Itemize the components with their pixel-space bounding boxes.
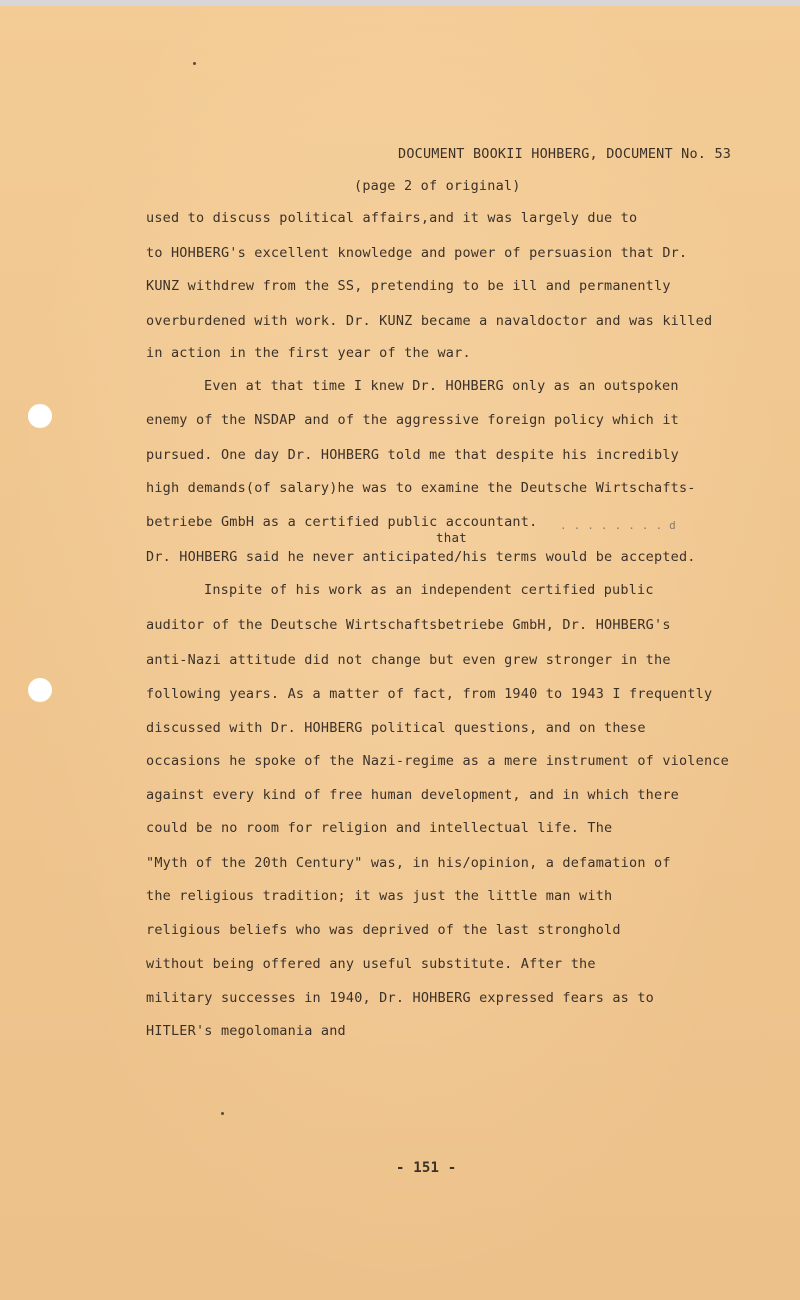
body-line: overburdened with work. Dr. KUNZ became a navaldoctor and was killed	[146, 313, 713, 329]
body-line: auditor of the Deutsche Wirtschaftsbetriebe GmbH, Dr. HOHBERG's	[146, 617, 671, 633]
body-line: occasions he spoke of the Nazi-regime as a mere instrument of violence	[146, 753, 729, 769]
body-line: religious beliefs who was deprived of the last stronghold	[146, 922, 621, 938]
speck	[193, 62, 196, 65]
page-number: - 151 -	[396, 1160, 457, 1176]
body-line: Dr. HOHBERG said he never anticipated/his terms would be accepted.	[146, 549, 696, 565]
body-line: against every kind of free human development, and in which there	[146, 787, 679, 803]
body-line: KUNZ withdrew from the SS, pretending to be ill and permanently	[146, 278, 671, 294]
body-line: Inspite of his work as an independent certified public	[204, 582, 654, 598]
document-reference: DOCUMENT BOOKII HOHBERG, DOCUMENT No. 53	[398, 146, 732, 162]
body-line: discussed with Dr. HOHBERG political questions, and on these	[146, 720, 646, 736]
body-line: used to discuss political affairs,and it was largely due to	[146, 210, 638, 226]
body-line: in action in the first year of the war.	[146, 345, 471, 361]
body-line: pursued. One day Dr. HOHBERG told me that despite his incredibly	[146, 447, 679, 463]
body-line: betriebe GmbH as a certified public accountant.	[146, 514, 538, 530]
body-line: Even at that time I knew Dr. HOHBERG only as an outspoken	[204, 378, 679, 394]
body-line: anti-Nazi attitude did not change but even grew stronger in the	[146, 652, 671, 668]
body-line: enemy of the NSDAP and of the aggressive foreign policy which it	[146, 412, 679, 428]
body-line: "Myth of the 20th Century" was, in his/opinion, a defamation of	[146, 855, 671, 871]
body-line: HITLER's megolomania and	[146, 1023, 346, 1039]
body-line: to HOHBERG's excellent knowledge and power of persuasion that Dr.	[146, 245, 688, 261]
punch-hole-bottom	[28, 678, 52, 702]
body-line: military successes in 1940, Dr. HOHBERG expressed fears as to	[146, 990, 654, 1006]
speck	[221, 1112, 224, 1115]
faint-fragment: . . . . . . . . d	[560, 519, 676, 532]
top-edge	[0, 0, 800, 6]
punch-hole-top	[28, 404, 52, 428]
body-line: could be no room for religion and intellectual life. The	[146, 820, 613, 836]
interlinear-insert: that	[436, 530, 467, 545]
body-line: without being offered any useful substitute. After the	[146, 956, 596, 972]
body-line: high demands(of salary)he was to examine the Deutsche Wirtschafts-	[146, 480, 696, 496]
page-note: (page 2 of original)	[354, 178, 521, 194]
body-line: the religious tradition; it was just the little man with	[146, 888, 613, 904]
body-line: following years. As a matter of fact, from 1940 to 1943 I frequently	[146, 686, 713, 702]
